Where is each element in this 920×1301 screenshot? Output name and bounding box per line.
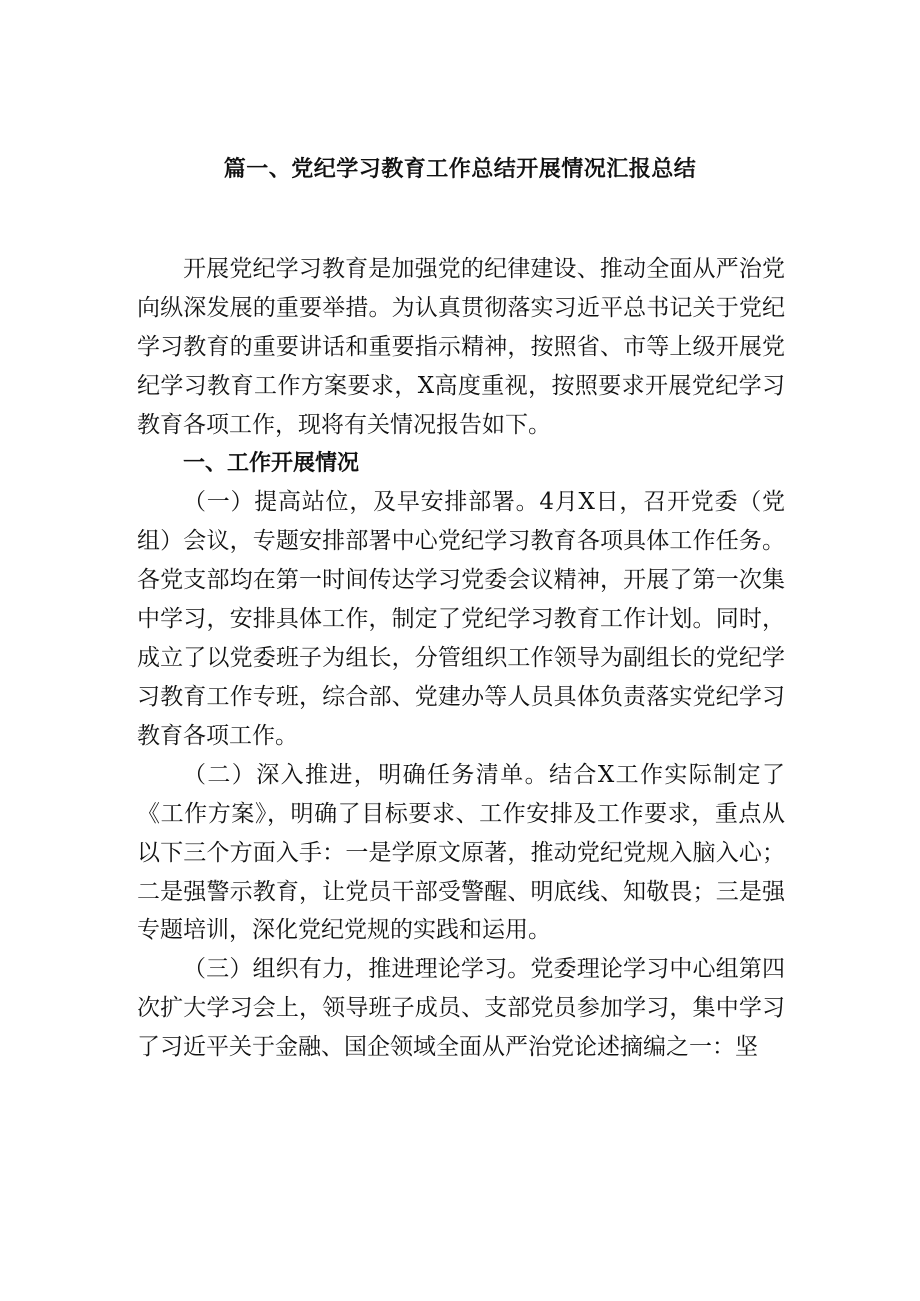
intro-paragraph: 开展党纪学习教育是加强党的纪律建设、推动全面从严治党向纵深发展的重要举措。为认真贯彻落实习近平总书记关于党纪学习教育的重要讲话和重要指示精神，按照省、市等上级开展党纪学习教育工作方案要求，X高度重视，按照要求开展党纪学习教育各项工作，现将有关情况报告如下。 [137, 256, 785, 438]
document-title: 篇一、党纪学习教育工作总结开展情况汇报总结 [223, 157, 697, 182]
paragraph-theory-study: （三）组织有力，推进理论学习。党委理论学习中心组第四次扩大学习会上，领导班子成员、支部党员参加学习，集中学习了习近平关于金融、国企领域全面从严治党论述摘编之一：坚 [137, 956, 785, 1061]
section-heading-work-progress: 一、工作开展情况 [183, 450, 360, 476]
paragraph-task-list: （二）深入推进，明确任务清单。结合X工作实际制定了《工作方案》，明确了目标要求、工作安排及工作要求，重点从以下三个方面入手：一是学原文原著，推动党纪党规入脑入心；二是强警示教育，让党员干部受警醒、明底线、知敬畏；三是强专题培训，深化党纪党规的实践和运用。 [137, 761, 785, 944]
document-body [137, 250, 785, 1067]
paragraph-raise-position: （一）提高站位，及早安排部署。4月X日，召开党委（党组）会议，专题安排部署中心党纪学习教育各项具体工作任务。各党支部均在第一时间传达学习党委会议精神，开展了第一次集中学习，安排具体工作，制定了党纪学习教育工作计划。同时，成立了以党委班子为组长，分管组织工作领导为副组长的党纪学习教育工作专班，综合部、党建办等人员具体负责落实党纪学习教育各项工作。 [137, 489, 785, 749]
